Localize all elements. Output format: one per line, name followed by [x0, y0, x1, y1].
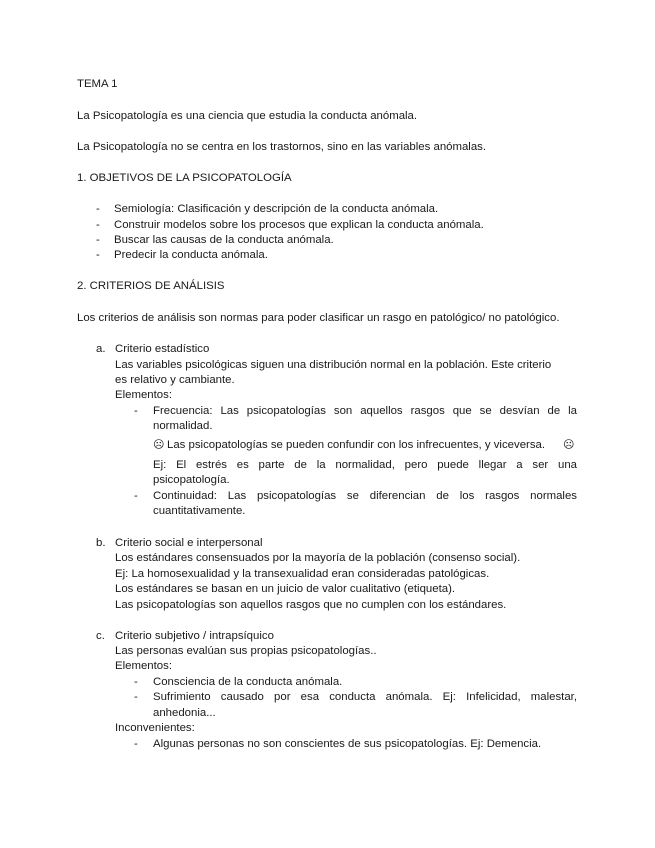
continuity-line-1: Continuidad: Las psicopatologías se diferencian de los rasgos normales — [153, 490, 577, 502]
frequency-line-1: Frecuencia: Las psicopatologías son aquellos rasgos que se desvían de la — [153, 405, 577, 417]
bullet-dash: - — [96, 219, 100, 231]
criterion-b-line: Los estándares se basan en un juicio de valor cualitativo (etiqueta). — [115, 583, 456, 595]
bullet-dash: - — [96, 249, 100, 261]
bullet-dash: - — [134, 676, 138, 688]
criterion-c-title: Criterio subjetivo / intrapsíquico — [115, 630, 274, 642]
continuity-line-2: cuantitativamente. — [153, 505, 246, 517]
element-consciousness: Consciencia de la conducta anómala. — [153, 676, 343, 688]
inconvenient-item: Algunas personas no son conscientes de sus psicopatologías. Ej: Demencia. — [153, 738, 542, 750]
example-line-1: Ej: El estrés es parte de la normalidad, pero puede llegar a ser una — [153, 459, 577, 471]
objective-item: Construir modelos sobre los procesos que explican la conducta anómala. — [114, 219, 484, 231]
list-marker-b: b. — [96, 537, 106, 549]
objective-item: Semiología: Clasificación y descripción de la conducta anómala. — [114, 203, 439, 215]
objective-item: Predecir la conducta anómala. — [114, 249, 268, 261]
bullet-dash: - — [134, 405, 138, 417]
bullet-dash: - — [96, 203, 100, 215]
frown-face-icon: ☹ — [563, 439, 575, 451]
criterion-c-desc: Las personas evalúan sus propias psicopatologías.. — [115, 645, 377, 657]
criterion-a-desc-2: es relativo y cambiante. — [115, 374, 235, 386]
element-suffering-line-1: Sufrimiento causado por esa conducta anómala. Ej: Infelicidad, malestar, — [153, 691, 577, 703]
criterion-a-title: Criterio estadístico — [115, 343, 210, 355]
list-marker-c: c. — [96, 630, 105, 642]
element-suffering-line-2: anhedonia... — [153, 707, 216, 719]
doc-title: TEMA 1 — [77, 78, 118, 90]
frequency-line-2: normalidad. — [153, 420, 213, 432]
criterion-c-elements-label: Elementos: — [115, 660, 172, 672]
list-marker-a: a. — [96, 343, 106, 355]
section-2-intro: Los criterios de análisis son normas para poder clasificar un rasgo en patológico/ no patológico. — [77, 312, 560, 324]
bullet-dash: - — [96, 234, 100, 246]
bullet-dash: - — [134, 738, 138, 750]
criterion-b-title: Criterio social e interpersonal — [115, 537, 263, 549]
intro-line-2: La Psicopatología no se centra en los trastornos, sino en las variables anómalas. — [77, 141, 487, 153]
frown-face-icon: ☹ — [153, 439, 165, 451]
objective-item: Buscar las causas de la conducta anómala. — [114, 234, 334, 246]
confusion-note: Las psicopatologías se pueden confundir con los infrecuentes, y viceversa. — [167, 439, 546, 451]
criterion-b-line: Ej: La homosexualidad y la transexualidad eran consideradas patológicas. — [115, 568, 490, 580]
criterion-a-elements-label: Elementos: — [115, 389, 172, 401]
criterion-b-line: Las psicopatologías son aquellos rasgos que no cumplen con los estándares. — [115, 599, 507, 611]
bullet-dash: - — [134, 691, 138, 703]
inconvenients-label: Inconvenientes: — [115, 722, 195, 734]
criterion-b-line: Los estándares consensuados por la mayoría de la población (consenso social). — [115, 552, 521, 564]
intro-line-1: La Psicopatología es una ciencia que estudia la conducta anómala. — [77, 110, 418, 122]
bullet-dash: - — [134, 490, 138, 502]
section-2-heading: 2. CRITERIOS DE ANÁLISIS — [77, 280, 225, 292]
section-1-heading: 1. OBJETIVOS DE LA PSICOPATOLOGÍA — [77, 172, 292, 184]
example-line-2: psicopatología. — [153, 474, 230, 486]
criterion-a-desc-1: Las variables psicológicas siguen una distribución normal en la población. Este criterio — [115, 359, 552, 371]
